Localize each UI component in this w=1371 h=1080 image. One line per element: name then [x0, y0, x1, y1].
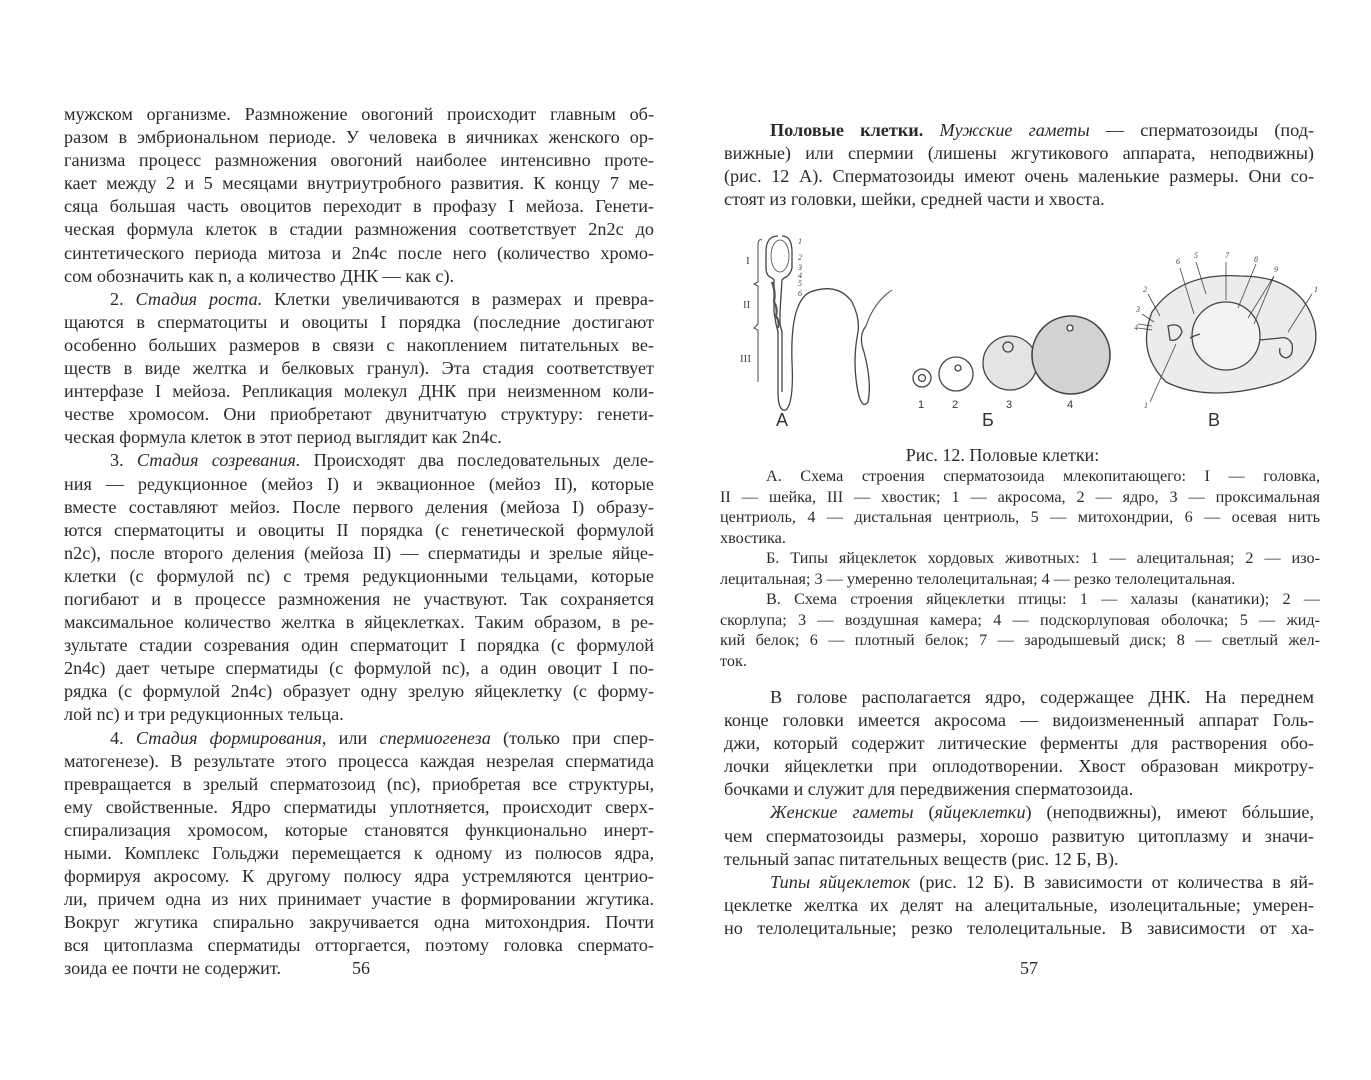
text-fragment: Происходят два последовательных деле-	[300, 450, 654, 471]
text-line	[724, 871, 1314, 894]
svg-text:4: 4	[798, 271, 802, 280]
caption-item-b	[720, 548, 1320, 589]
paragraph-female-gametes	[724, 801, 1314, 870]
right-page-body	[724, 686, 1314, 940]
list-number: 2.	[110, 288, 124, 309]
svg-text:1: 1	[1314, 285, 1318, 294]
text-line: тельный запас питательных веществ (рис. 12 Б, В).	[724, 848, 1119, 869]
text-line: 2n4c) дает четыре сперматиды (с формулой nc), а один овоцит I по-	[64, 658, 654, 679]
paragraph-growth-stage	[64, 288, 654, 450]
text-line: вместе составляют мейоз. После первого деления (мейоза I) образу-	[64, 496, 654, 517]
text-line: сом обозначить как n, а количество ДНК — как с).	[64, 265, 455, 286]
text-line: кий белок; 6 — плотный белок; 7 — зародышевый диск; 8 — светлый жел-	[720, 631, 1320, 649]
caption-item-a	[720, 466, 1320, 548]
text-line: формируя акросому. К другому полюсу ядра устремляются центрио-	[64, 866, 654, 887]
text-fragment: (рис. 12 Б). В зависимости от количества в яй-	[910, 871, 1314, 892]
italic-term: Женские гаметы	[770, 802, 914, 823]
text-line	[724, 801, 1314, 824]
italic-term: яйцеклетки	[934, 802, 1026, 823]
text-line: конце головки имеется акросома — видоизмененный аппарат Голь-	[724, 710, 1314, 731]
text-line: скорлупа; 3 — воздушная камера; 4 — подскорлуповая оболочка; 5 — жид-	[720, 610, 1320, 629]
text-line: ческая формула клеток в стадии размножения соответствует 2n2c до	[64, 219, 654, 240]
text-line: В голове располагается ядро, содержащее ДНК. На переднем	[770, 687, 1314, 707]
text-line: зультате стадии созревания один сперматоцит I порядка (с формулой	[64, 635, 654, 656]
svg-text:2: 2	[1143, 285, 1147, 294]
svg-text:3: 3	[1006, 399, 1013, 411]
svg-text:III: III	[740, 353, 751, 365]
text-line: хвостика.	[720, 528, 786, 547]
svg-text:II: II	[743, 299, 751, 311]
text-line: погибают и в процессе размножения не участвуют. Так сохраняется	[64, 588, 654, 609]
text-line: рядка (с формулой 2n4c) образует одну зрелую яйцеклетку (с форму-	[64, 681, 654, 702]
text-line: (рис. 12 А). Сперматозоиды имеют очень маленькие размеры. Они со-	[724, 166, 1314, 187]
egg-types-diagram	[913, 316, 1110, 394]
svg-text:2: 2	[952, 399, 959, 411]
text-line: сяца большая часть овоцитов переходит в профазу I мейоза. Генети-	[64, 196, 654, 217]
text-line: стоят из головки, шейки, средней части и хвоста.	[724, 189, 1105, 210]
italic-term: Стадия роста.	[135, 288, 263, 309]
text-line: лецитальная; 3 — умеренно телолецитальная; 4 — резко телолецитальная.	[720, 569, 1236, 588]
svg-text:3: 3	[798, 263, 802, 272]
text-fragment: ) (неподвижны), имеют бóльшие,	[1025, 802, 1314, 823]
sperm-diagram	[754, 236, 892, 410]
svg-text:5: 5	[1194, 251, 1198, 260]
figure-caption	[720, 466, 1320, 671]
text-fragment: — сперматозоиды (под-	[1089, 120, 1315, 140]
svg-text:9: 9	[1274, 265, 1278, 274]
text-line: ток.	[720, 651, 747, 670]
italic-term: спермиогенеза	[379, 727, 491, 748]
text-line	[64, 288, 654, 311]
text-line: А. Схема строения сперматозоида млекопитающего: I — головка,	[766, 467, 1320, 485]
text-line: щаются в сперматоциты и овоциты I порядка (последние достигают	[64, 311, 654, 332]
left-page-body	[64, 103, 654, 981]
svg-text:7: 7	[1225, 251, 1229, 260]
intro-paragraph	[724, 119, 1314, 211]
text-line: разом в эмбриональном периоде. У человека в яичниках женского ор-	[64, 127, 654, 148]
text-line: ему свойственные. Ядро сперматиды уплотняется, происходит сверх-	[64, 796, 654, 817]
text-line: мужском организме. Размножение овогоний происходит главным об-	[64, 104, 654, 124]
panel-label-b: Б	[982, 410, 994, 430]
text-line: честве хромосом. Они приобретают двунитчатую структуру: генети-	[64, 404, 654, 425]
svg-text:I: I	[746, 255, 750, 267]
text-line: максимальное количество желтка в яйцеклетках. Таким образом, в ре-	[64, 612, 654, 633]
text-line: II — шейка, III — хвостик; 1 — акросома, 2 — ядро, 3 — проксимальная	[720, 487, 1320, 506]
svg-text:1: 1	[1144, 401, 1148, 410]
svg-text:5: 5	[798, 279, 802, 288]
text-line: Вокруг жгутика спирально закручивается одна митохондрия. Почти	[64, 912, 654, 933]
text-line: синтетического периода митоза и 2n4c после него (количество хромо-	[64, 242, 654, 263]
text-line	[64, 449, 654, 472]
text-fragment: Клетки увеличиваются в размерах и превра-	[262, 288, 655, 309]
text-line: интерфазе I мейоза. Репликация молекул ДНК при неизменном коли-	[64, 381, 654, 402]
list-number: 3.	[110, 450, 124, 471]
text-line: вся цитоплазма сперматиды отторгается, поэтому головка спермато-	[64, 935, 654, 956]
text-line: лочки яйцеклетки при оплодотворении. Хвост образован микротру-	[724, 756, 1314, 777]
svg-text:1: 1	[918, 399, 925, 411]
sex-cells-illustration	[740, 232, 1340, 432]
text-line: клетки (с формулой nc) с тремя редукционными тельцами, которые	[64, 565, 654, 586]
section-heading: Половые клетки.	[770, 120, 924, 140]
text-line: лой nc) и три редукционных тельца.	[64, 704, 344, 725]
text-line: превращается в зрелый сперматозоид (nc), приобретая все структуры,	[64, 773, 654, 794]
text-line: Б. Типы яйцеклеток хордовых животных: 1 — алецитальная; 2 — изо-	[766, 549, 1320, 567]
text-line: В. Схема строения яйцеклетки птицы: 1 — халазы (канатики); 2 —	[766, 590, 1320, 608]
paragraph-formation-stage	[64, 727, 654, 981]
text-line: ными. Комплекс Гольджи перемещается к одному из полюсов ядра,	[64, 843, 654, 863]
italic-term: Стадия созревания.	[136, 450, 301, 471]
svg-text:8: 8	[1254, 255, 1258, 264]
text-line: спирализация хромосом, которые становятся функционально инерт-	[64, 819, 654, 840]
italic-term: Мужские гаметы	[939, 120, 1090, 140]
text-line: ния — редукционное (мейоз I) и эквационное (мейоз II), которые	[64, 473, 654, 494]
figure-caption-title: Рис. 12. Половые клетки:	[905, 445, 1100, 465]
text-line	[64, 727, 654, 750]
text-line: вижные) или спермии (лишены жгутикового аппарата, неподвижны)	[724, 143, 1314, 164]
svg-text:6: 6	[798, 289, 802, 298]
italic-term: Типы яйцеклеток	[770, 871, 911, 892]
italic-term: Стадия формирования	[135, 727, 322, 748]
page-number: 57	[1020, 958, 1038, 978]
text-fragment: , или	[321, 727, 380, 748]
text-line: центриоль, 4 — дистальная центриоль, 5 — митохондрии, 6 — осевая нить	[720, 508, 1320, 526]
svg-text:2: 2	[798, 253, 802, 262]
text-line: ганизма процесс размножения овогоний наиболее интенсивно проте-	[64, 150, 654, 171]
caption-item-c	[720, 589, 1320, 671]
text-line: матогенезе). В результате этого процесса каждая незрелая сперматида	[64, 750, 654, 771]
text-line	[724, 119, 1314, 142]
text-line: зоида ее почти не содержит.	[64, 958, 282, 979]
text-line: особенно больших размеров в связи с накоплением питательных ве-	[64, 334, 654, 355]
paragraph-egg-types	[724, 871, 1314, 940]
svg-text:6: 6	[1176, 257, 1180, 266]
right-page	[686, 0, 1371, 1080]
text-line: цеклетке желтка их делят на алецитальные, изолецитальные; умерен-	[724, 894, 1314, 915]
paragraph-maturation-stage	[64, 449, 654, 726]
text-line: джи, который содержит литические ферменты для растворения обо-	[724, 733, 1314, 754]
paragraph-continuation	[64, 103, 654, 288]
panel-label-a: А	[776, 410, 789, 430]
panel-label-c: В	[1208, 410, 1221, 430]
page-number: 56	[352, 958, 370, 978]
svg-text:3: 3	[1136, 305, 1140, 314]
text-line: ществ в виде желтка и белковых гранул). Эта стадия соответствует	[64, 358, 654, 379]
text-line: ческая формула клеток в этот период выглядит как 2n4c.	[64, 427, 502, 448]
text-line: бочками и служит для передвижения сперматозоида.	[724, 779, 1134, 800]
text-line: чем сперматозоиды размеры, хорошо развитую цитоплазму и значи-	[724, 825, 1314, 846]
svg-text:1: 1	[798, 237, 802, 246]
svg-text:4: 4	[1067, 399, 1074, 411]
text-line: n2c), после второго деления (мейоза II) — сперматиды и зрелые яйце-	[64, 542, 654, 563]
svg-text:4: 4	[1134, 323, 1138, 332]
bird-egg-diagram	[1138, 262, 1316, 402]
figure-12	[740, 232, 1340, 432]
text-line: но телолецитальные; резко телолецитальные. В зависимости от ха-	[724, 917, 1314, 938]
text-fragment: (	[913, 802, 935, 823]
list-number: 4.	[110, 727, 124, 748]
text-line: кает между 2 и 5 месяцами внутриутробного развития. К концу 7 ме-	[64, 173, 654, 194]
text-fragment: (только при спер-	[490, 727, 654, 748]
paragraph-sperm-head	[724, 686, 1314, 801]
text-line: ли, причем одна из них принимает участие в формировании жгутика.	[64, 889, 654, 910]
text-line: ются сперматоциты и овоциты II порядка (с генетической формулой	[64, 519, 654, 540]
